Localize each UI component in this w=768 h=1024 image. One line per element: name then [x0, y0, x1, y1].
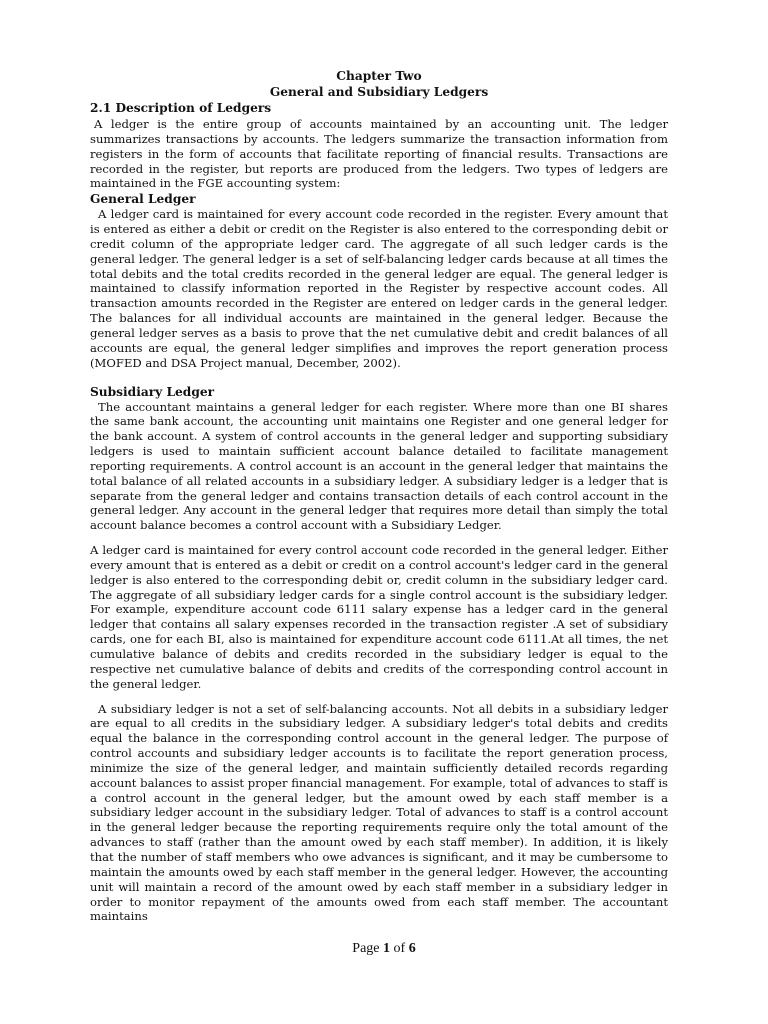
general-ledger-heading: General Ledger: [90, 192, 196, 207]
general-ledger-paragraph: A ledger card is maintained for every account code recorded in the register. Every amount that is entered as either a debit or credit on the Register is also entered to the corresponding debit or credit column of the appropriate ledger card. The aggregate of all such ledger cards is the general ledger. The general ledger is a set of self-balancing ledger cards because at all times the total debits and the total credits recorded in the general ledger are equal. The general ledger is maintained to classify information reported in the Register by respective account codes. All transaction amounts recorded in the Register are entered on ledger cards in the general ledger. The balances for all individual accounts are maintained in the general ledger. Because the general ledger serves as a basis to prove that the net cumulative debit and credit balances of all accounts are equal, the general ledger simplifies and improves the report generation process (MOFED and DSA Project manual, December, 2002).: [90, 207, 668, 370]
page-of-label: of: [390, 941, 409, 956]
page-label: Page: [352, 941, 384, 956]
chapter-title: General and Subsidiary Ledgers: [269, 85, 489, 99]
document-body: [90, 68, 668, 924]
total-pages-number: 6: [408, 941, 416, 956]
subsidiary-ledger-paragraph-2: A ledger card is maintained for every control account code recorded in the general ledger. Either every amount that is entered as a debit or credit on a control account's ledger card in the general ledger is also entered to the corresponding debit or, credit column in the subsidiary ledger card. The aggregate of all subsidiary ledger cards for a single control account is the subsidiary ledger. For example, expenditure account code 6111 salary expense has a ledger card in the general ledger that contains all salary expenses recorded in the transaction register .A set of subsidiary cards, one for each BI, also is maintained for expenditure account code 6111.At all times, the net cumulative balance of debits and credits recorded in the subsidiary ledger is equal to the respective net cumulative balance of debits and credits of the corresponding control account in the general ledger.: [90, 543, 668, 691]
subsidiary-ledger-paragraph-3: A subsidiary ledger is not a set of self-balancing accounts. Not all debits in a subsidiary ledger are equal to all credits in the subsidiary ledger. A subsidiary ledger's total debits and credits equal the balance in the corresponding control account in the general ledger. The purpose of control accounts and subsidiary ledger accounts is to facilitate the report generation process, minimize the size of the general ledger, and maintain sufficiently detailed records regarding account balances to assist proper financial management. For example, total of advances to staff is a control account in the general ledger, but the amount owed by each staff member is a subsidiary ledger account in the subsidiary ledger. Total of advances to staff is a control account in the general ledger because the reporting requirements require only the total amount of the advances to staff (rather than the amount owed by each staff member). In addition, it is likely that the number of staff members who owe advances is significant, and it may be cumbersome to maintain the amounts owed by each staff member in the general ledger. However, the accounting unit will maintain a record of the amount owed by each staff member in a subsidiary ledger in order to monitor repayment of the amounts owed from each staff member. The accountant maintains: [90, 701, 668, 924]
section-heading: 2.1 Description of Ledgers: [90, 101, 272, 115]
chapter-number: Chapter Two: [336, 69, 422, 83]
section-intro-paragraph: A ledger is the entire group of accounts maintained by an accounting unit. The ledger summarizes transactions by accounts. The ledgers summarize the transaction information from registers in the form of accounts that facilitate reporting of financial results. Transactions are recorded in the register, but reports are produced from the ledgers. Two types of ledgers are maintained in the FGE accounting system:: [90, 117, 668, 191]
page-footer: [0, 941, 768, 957]
subsidiary-ledger-heading: Subsidiary Ledger: [90, 384, 215, 399]
current-page-number: 1: [383, 941, 391, 956]
subsidiary-ledger-paragraph-1: The accountant maintains a general ledger for each register. Where more than one BI shares the same bank account, the accounting unit maintains one Register and one general ledger for the bank account. A system of control accounts in the general ledger and supporting subsidiary ledgers is used to maintain sufficient account balance detailed to facilitate management reporting requirements. A control account is an account in the general ledger that maintains the total balance of all related accounts in a subsidiary ledger. A subsidiary ledger is a ledger that is separate from the general ledger and contains transaction details of each control account in the general ledger. Any account in the general ledger that requires more detail than simply the total account balance becomes a control account with a Subsidiary Ledger.: [90, 399, 668, 533]
